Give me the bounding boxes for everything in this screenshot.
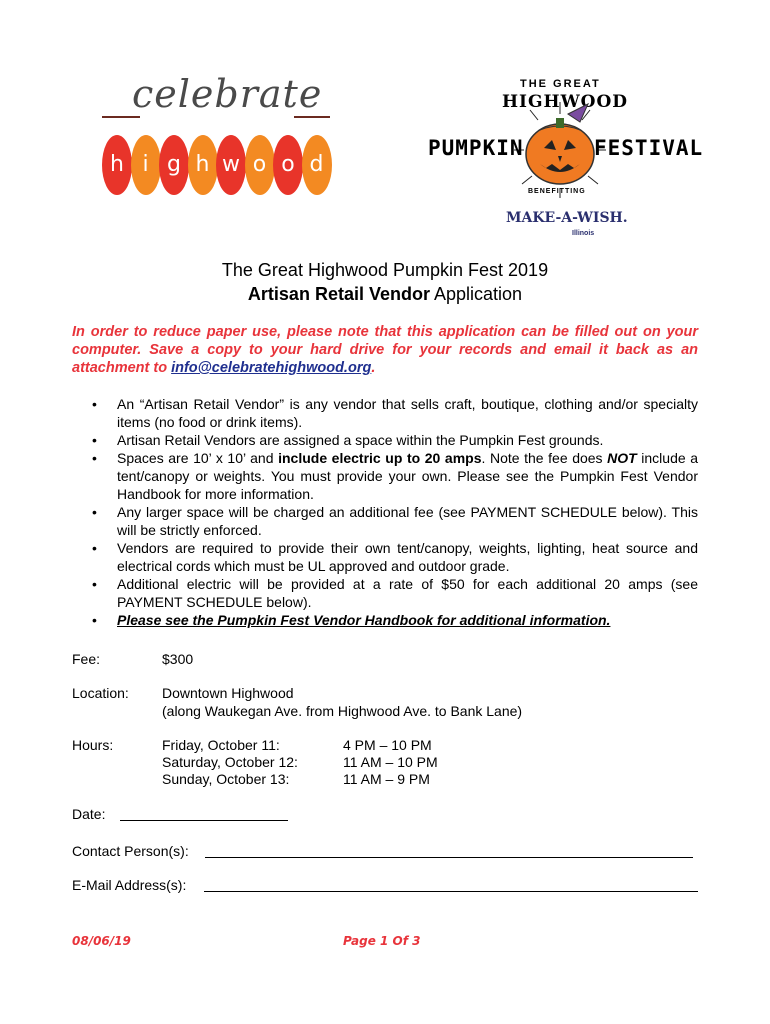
logo-rule-right	[294, 116, 330, 118]
logo-highwood: HIGHWOOD	[502, 92, 629, 112]
logo-letter-circle: h	[188, 135, 218, 195]
list-item	[72, 395, 698, 431]
bullet-text-a: Spaces are 10’ x 10’ and	[117, 450, 279, 466]
fee-value: $300	[162, 651, 194, 667]
logo-letter-circle: w	[216, 135, 246, 195]
notice-text: In order to reduce paper use, please note that this application can be filled out on your computer. Save a copy to your hard drive for your records and email it back as an attachment to	[72, 324, 698, 376]
bullet-icon: •	[92, 540, 97, 556]
pumpkin-festival-logo	[424, 72, 704, 250]
document-subtitle	[0, 284, 770, 305]
list-item	[72, 539, 698, 575]
footer-date: 08/06/19	[72, 934, 131, 948]
subtitle-bold: Artisan Retail Vendor	[247, 284, 430, 304]
date-label: Date:	[72, 806, 106, 822]
logo-letter-circle: d	[302, 135, 332, 195]
logo-the-great: THE GREAT	[520, 78, 601, 90]
page-number: Page 1 Of 3	[343, 934, 421, 948]
bullet-text: Additional electric will be provided at a rate of $50 for each additional 20 amps (see PAYMENT SCHEDULE below).	[117, 576, 698, 610]
logo-letter-circle: g	[159, 135, 189, 195]
hours-label: Hours:	[72, 737, 114, 753]
location-line2: (along Waukegan Ave. from Highwood Ave. to Bank Lane)	[162, 703, 523, 719]
contact-person-field[interactable]	[205, 857, 693, 858]
notice-end: .	[371, 360, 376, 376]
logo-letter-circle: h	[102, 135, 132, 195]
contact-person-label: Contact Person(s):	[72, 843, 189, 859]
logo-letter-circle: i	[131, 135, 161, 195]
list-item	[72, 449, 698, 503]
bullet-icon: •	[92, 396, 97, 412]
email-address-field[interactable]	[204, 891, 698, 892]
hours-time: 4 PM – 10 PM	[343, 737, 432, 753]
hours-time: 11 AM – 9 PM	[343, 771, 430, 787]
list-item	[72, 431, 698, 449]
fee-label: Fee:	[72, 651, 101, 667]
handbook-note: Please see the Pumpkin Fest Vendor Handbook for additional information.	[117, 612, 611, 628]
bullet-text: Vendors are required to provide their own tent/canopy, weights, lighting, heat source and electrical cords which must be UL approved and outdoor grade.	[117, 540, 698, 574]
logo-rule-left	[102, 116, 140, 118]
bullet-text: An “Artisan Retail Vendor” is any vendor that sells craft, boutique, clothing and/or specialty items (no food or drink items).	[117, 396, 698, 430]
bullet-icon: •	[92, 612, 97, 628]
bullet-text-not: NOT	[607, 450, 637, 466]
hours-day: Friday, October 11:	[162, 737, 280, 753]
email-address-label: E-Mail Address(s):	[72, 877, 187, 893]
list-item	[72, 503, 698, 539]
logo-celebrate-word: celebrate	[132, 72, 323, 116]
logo-letter-circles	[102, 131, 330, 201]
bullet-text: Any larger space will be charged an additional fee (see PAYMENT SCHEDULE below). This will be strictly enforced.	[117, 504, 698, 538]
hours-time: 11 AM – 10 PM	[343, 754, 438, 770]
hours-day: Sunday, October 13:	[162, 771, 290, 787]
date-field[interactable]	[120, 820, 288, 821]
logo-pumpkin: PUMPKIN	[428, 136, 524, 160]
subtitle-rest: Application	[429, 284, 523, 304]
logo-festival: FESTIVAL	[594, 136, 704, 160]
bullet-icon: •	[92, 432, 97, 448]
logo-make-a-wish: MAKE-A-WISH.	[506, 210, 628, 226]
list-item	[72, 611, 698, 629]
bullet-text-bold: include electric up to 20 amps	[278, 450, 482, 466]
celebrate-highwood-logo	[102, 68, 330, 198]
hours-day: Saturday, October 12:	[162, 754, 298, 770]
location-label: Location:	[72, 685, 129, 701]
contact-email-link[interactable]: info@celebratehighwood.org	[171, 360, 372, 376]
location-line1: Downtown Highwood	[162, 685, 294, 701]
logo-letter-circle: o	[245, 135, 275, 195]
logo-letter-circle: o	[273, 135, 303, 195]
logo-benefitting: BENEFITTING	[528, 188, 586, 195]
list-item	[72, 575, 698, 611]
bullet-icon: •	[92, 504, 97, 520]
bullet-text-c: include a tent/canopy or weights. You must provide your own. Please see the Pumpkin Fest Vendor Handbook for more information.	[117, 450, 699, 502]
bullet-icon: •	[92, 576, 97, 592]
bullet-text-b: . Note the fee does	[481, 450, 608, 466]
bullet-icon: •	[92, 450, 97, 466]
logo-illinois: Illinois	[572, 230, 595, 237]
vendor-rules-list	[72, 395, 698, 629]
bullet-text: Artisan Retail Vendors are assigned a space within the Pumpkin Fest grounds.	[117, 432, 604, 448]
paper-use-notice	[72, 323, 698, 377]
document-title: The Great Highwood Pumpkin Fest 2019	[221, 260, 549, 280]
